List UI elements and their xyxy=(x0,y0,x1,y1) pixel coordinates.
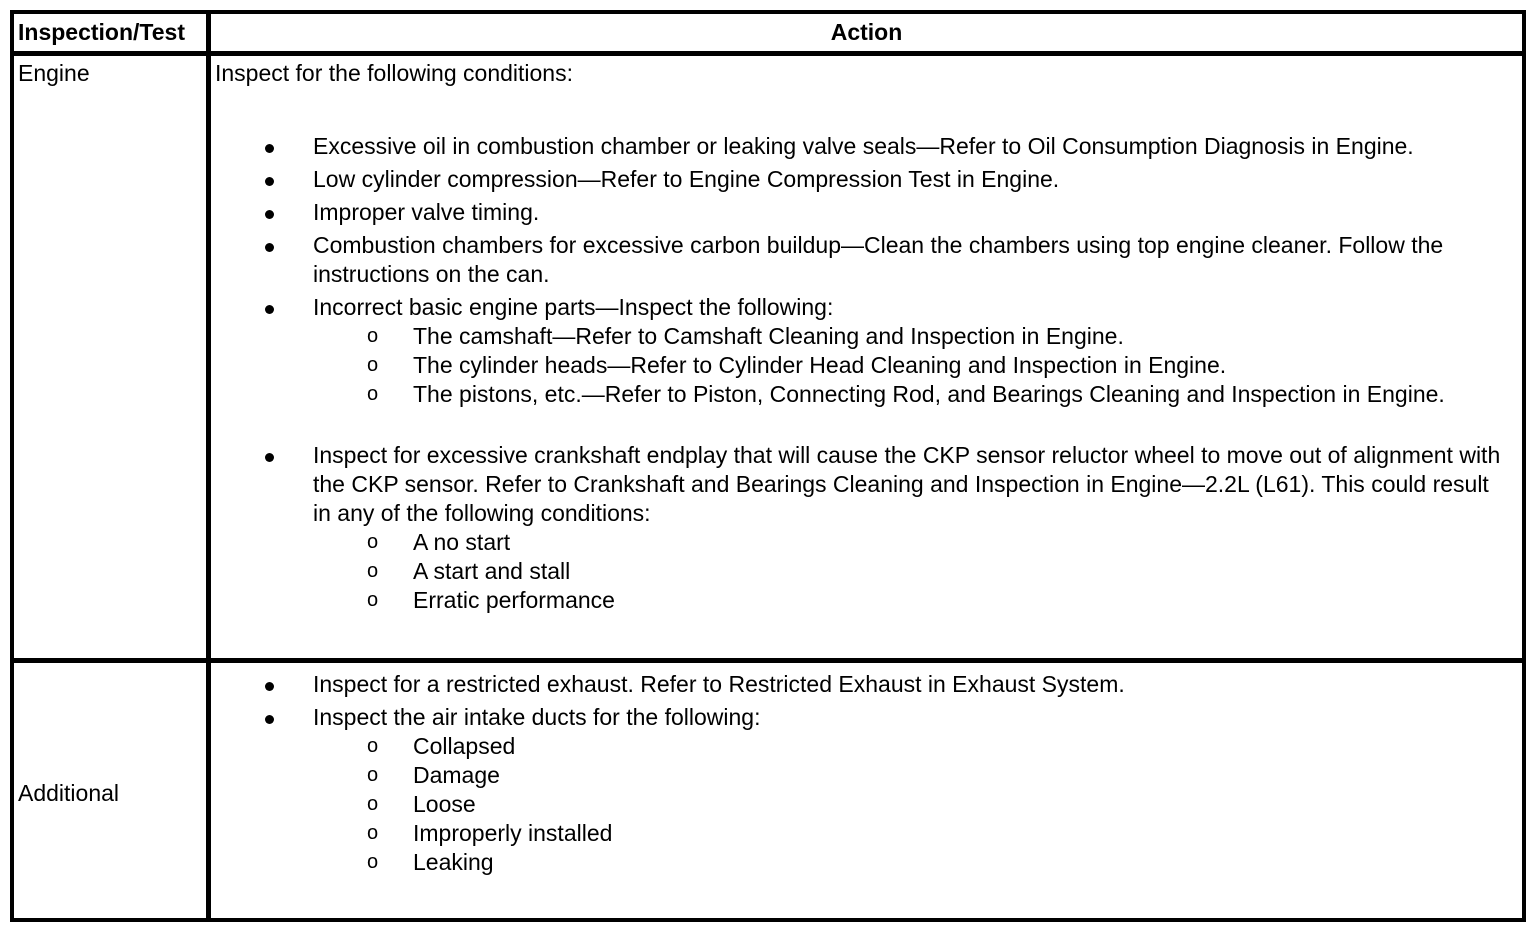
engine-item-1: Excessive oil in combustion chamber or leaking valve seals—Refer to Oil Consumption Diagnosis in Engine. xyxy=(313,133,1414,159)
header-action: Action xyxy=(830,19,903,45)
engine-part-3: The pistons, etc.—Refer to Piston, Connecting Rod, and Bearings Cleaning and Inspection in Engine. xyxy=(413,381,1445,407)
column-divider xyxy=(206,14,211,918)
additional-item-2: Inspect the air intake ducts for the following: xyxy=(313,704,761,730)
engine-condition-1: A no start xyxy=(413,529,511,555)
header-inspection-test: Inspection/Test xyxy=(18,19,185,45)
bullet-icon xyxy=(265,243,274,252)
circle-bullet-icon: o xyxy=(367,560,379,582)
engine-item-3: Improper valve timing. xyxy=(313,199,540,225)
bullet-icon xyxy=(265,305,274,314)
engine-item-6: Inspect for excessive crankshaft endplay that will cause the CKP sensor reluctor wheel to move out of alignment with the CKP sensor. Refer to Crankshaft and Bearings Cleaning and Inspection in Engine—2.2L (L61). This could result in any of the following conditions: xyxy=(313,442,1501,526)
bullet-icon xyxy=(265,177,274,186)
circle-bullet-icon: o xyxy=(367,764,379,786)
circle-bullet-icon: o xyxy=(367,822,379,844)
engine-intro: Inspect for the following conditions: xyxy=(215,60,573,86)
engine-condition-3: Erratic performance xyxy=(413,587,615,613)
duct-condition-1: Collapsed xyxy=(413,733,516,759)
bullet-icon xyxy=(265,453,274,462)
inspection-table xyxy=(10,10,1526,922)
circle-bullet-icon: o xyxy=(367,354,379,376)
engine-item-4: Combustion chambers for excessive carbon buildup—Clean the chambers using top engine cleaner. Follow the instructions on the can. xyxy=(313,232,1444,287)
engine-part-2: The cylinder heads—Refer to Cylinder Head Cleaning and Inspection in Engine. xyxy=(413,352,1227,378)
circle-bullet-icon: o xyxy=(367,851,379,873)
duct-condition-3: Loose xyxy=(413,791,476,817)
row-divider xyxy=(14,658,1522,663)
bullet-icon xyxy=(265,682,274,691)
circle-bullet-icon: o xyxy=(367,589,379,611)
circle-bullet-icon: o xyxy=(367,793,379,815)
header-divider xyxy=(14,51,1522,56)
bullet-icon xyxy=(265,210,274,219)
engine-part-1: The camshaft—Refer to Camshaft Cleaning and Inspection in Engine. xyxy=(413,323,1124,349)
circle-bullet-icon: o xyxy=(367,325,379,347)
bullet-icon xyxy=(265,715,274,724)
duct-condition-4: Improperly installed xyxy=(413,820,613,846)
engine-item-2: Low cylinder compression—Refer to Engine Compression Test in Engine. xyxy=(313,166,1060,192)
engine-item-5: Incorrect basic engine parts—Inspect the following: xyxy=(313,294,834,320)
additional-item-1: Inspect for a restricted exhaust. Refer to Restricted Exhaust in Exhaust System. xyxy=(313,671,1125,697)
circle-bullet-icon: o xyxy=(367,531,379,553)
bullet-icon xyxy=(265,144,274,153)
duct-condition-5: Leaking xyxy=(413,849,494,875)
row-label-additional: Additional xyxy=(18,780,120,806)
engine-condition-2: A start and stall xyxy=(413,558,571,584)
circle-bullet-icon: o xyxy=(367,383,379,405)
circle-bullet-icon: o xyxy=(367,735,379,757)
duct-condition-2: Damage xyxy=(413,762,500,788)
row-label-engine: Engine xyxy=(18,60,90,86)
